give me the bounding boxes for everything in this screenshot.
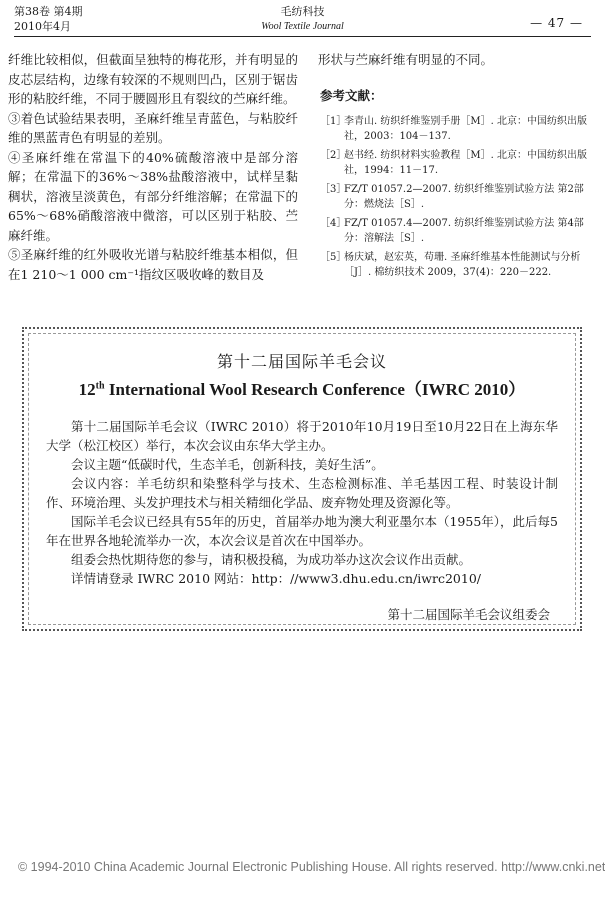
reference-number: ［4］ bbox=[320, 217, 347, 229]
issue-date: 2010年4月 bbox=[14, 20, 71, 33]
notice-paragraph: 会议内容：羊毛纺织和染整科学与技术、生态检测标准、羊毛基因工程、时装设计制作、环境治理、头发护理技术与相关精细化学品、废弃物处理及资源化等。 bbox=[46, 476, 558, 510]
reference-number: ［5］ bbox=[320, 251, 347, 263]
notice-website: 详情请登录 IWRC 2010 网站：http：//www3.dhu.edu.cn/iwrc2010/ bbox=[71, 571, 481, 586]
reference-list bbox=[318, 114, 598, 280]
title-en-superscript: th bbox=[95, 380, 105, 392]
notice-paragraph: 第十二届国际羊毛会议（IWRC 2010）将于2010年10月19日至10月22日在上海东华大学（松江校区）举行，本次会议由东华大学主办。 bbox=[46, 419, 558, 453]
volume-issue: 第38卷 第4期 bbox=[14, 5, 83, 18]
copyright-footer: © 1994-2010 China Academic Journal Electronic Publishing House. All rights reserved. http://www.cnki.net bbox=[18, 860, 605, 874]
reference-text: 李青山. 纺织纤维鉴别手册［M］. 北京：中国纺织出版社，2003：104－137. bbox=[344, 115, 587, 142]
reference-item bbox=[318, 250, 598, 280]
reference-number: ［3］ bbox=[320, 183, 347, 195]
paragraph: ④圣麻纤维在常温下的40%硫酸溶液中是部分溶解；在常温下的36%～38%盐酸溶液中，试样呈黏稠状，溶液呈淡黄色，有部分纤维溶解；在常温下的65%～68%硝酸溶液中微溶，可以区别于粘胶、苎麻纤维。 bbox=[8, 149, 298, 243]
reference-item bbox=[318, 148, 598, 178]
journal-name-en: Wool Textile Journal bbox=[261, 21, 344, 32]
reference-text: FZ/T 01057.4—2007. 纺织纤维鉴别试验方法 第4部分：溶解法［S］. bbox=[344, 217, 584, 244]
paragraph: ⑤圣麻纤维的红外吸收光谱与粘胶纤维基本相似，但在1 210～1 000 cm⁻¹指纹区吸收峰的数目及 bbox=[8, 247, 298, 282]
journal-name-cn: 毛纺科技 bbox=[280, 5, 325, 18]
reference-text: 杨庆斌，赵宏英，苟珊. 圣麻纤维基本性能测试与分析［J］. 棉纺织技术 2009，37(4)：220－222. bbox=[344, 251, 581, 278]
paragraph-continuation: 形状与苎麻纤维有明显的不同。 bbox=[318, 52, 494, 67]
left-column bbox=[8, 50, 298, 284]
reference-text: FZ/T 01057.2—2007. 纺织纤维鉴别试验方法 第2部分：燃烧法［S］. bbox=[344, 183, 584, 210]
conference-notice-box bbox=[22, 327, 582, 631]
page-number: — 47 — bbox=[530, 16, 583, 30]
reference-item bbox=[318, 182, 598, 212]
header-rule bbox=[14, 36, 591, 37]
notice-body bbox=[46, 417, 558, 588]
reference-number: ［2］ bbox=[320, 149, 347, 161]
journal-name bbox=[14, 4, 591, 34]
notice-title-en bbox=[24, 375, 580, 400]
reference-item bbox=[318, 114, 598, 144]
title-en-number: 12 bbox=[78, 380, 96, 399]
notice-paragraph: 组委会热忱期待您的参与，请积极投稿，为成功举办这次会议作出贡献。 bbox=[71, 552, 472, 567]
right-column bbox=[318, 50, 598, 284]
page-header bbox=[14, 4, 591, 44]
reference-item bbox=[318, 216, 598, 246]
paragraph: 纤维比较相似，但截面呈独特的梅花形，并有明显的皮芯层结构，边缘有较深的不规则凹凸，区别于锯齿形的粘胶纤维，不同于腰圆形且有裂纹的苎麻纤维。 bbox=[8, 52, 298, 106]
notice-signature: 第十二届国际羊毛会议组委会 bbox=[387, 607, 550, 622]
notice-paragraph: 会议主题“低碳时代，生态羊毛，创新科技，美好生活”。 bbox=[71, 457, 384, 472]
notice-paragraph: 国际羊毛会议已经具有55年的历史，首届举办地为澳大利亚墨尔本（1955年），此后每5年在世界各地轮流举办一次，本次会议是首次在中国举办。 bbox=[46, 514, 558, 548]
paragraph: ③着色试验结果表明，圣麻纤维呈青蓝色，与粘胶纤维的黑蓝青色有明显的差别。 bbox=[8, 110, 298, 145]
title-en-text: International Wool Research Conference（IWRC 2010） bbox=[104, 380, 526, 399]
notice-title-cn: 第十二届国际羊毛会议 bbox=[216, 352, 387, 371]
reference-text: 赵书经. 纺织材料实验教程［M］. 北京：中国纺织出版社，1994：11－17. bbox=[344, 149, 587, 176]
references-title: 参考文献： bbox=[320, 87, 383, 103]
reference-number: ［1］ bbox=[320, 115, 347, 127]
